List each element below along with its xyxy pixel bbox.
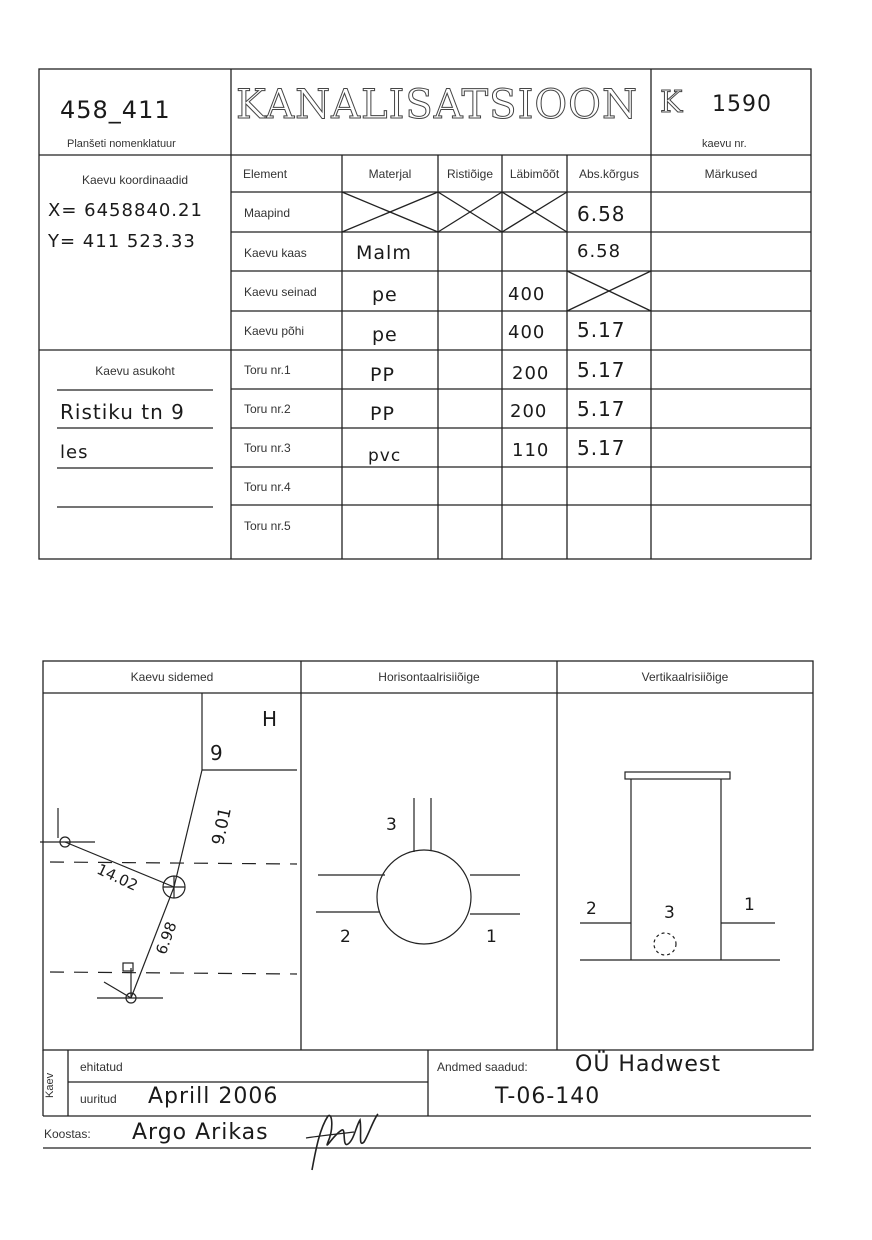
row-diameter-value: 200 [510,401,548,422]
sketch-house-number: 9 [210,741,223,765]
footer-compiled-label: Koostas: [44,1127,91,1141]
horizontal-section-drawing [316,798,520,944]
well-number: 1590 [712,92,772,117]
row-element-label: Toru nr.4 [244,480,291,494]
coordinates-label: Kaevu koordinaadid [81,173,189,187]
col-header-diameter: Läbimõõt [509,167,560,181]
row-element-label: Toru nr.2 [244,402,291,416]
row-abs-value: 5.17 [577,436,626,460]
col-header-material: Materjal [368,167,412,181]
row-abs-value: 5.17 [577,397,626,421]
col-header-notes: Märkused [704,167,758,181]
col-header-abs-height: Abs.kõrgus [578,167,640,181]
footer-created-label: ehitatud [80,1060,123,1074]
nomenclature-value: 458_411 [60,96,171,124]
row-element-label: Toru nr.3 [244,441,291,455]
footer-surveyed-value: Aprill 2006 [148,1084,279,1109]
horizontal-pipe-3: 3 [386,815,397,835]
row-abs-value: 6.58 [577,202,626,226]
row-material-value: PP [370,403,395,425]
location-line-1: Ristiku tn 9 [60,400,185,424]
vertical-pipe-1: 1 [744,895,755,915]
vertical-pipe-3: 3 [664,903,675,923]
panel-title-vertical: Vertikaalrisiiõige [641,670,729,684]
row-diameter-value: 400 [508,322,546,343]
row-diameter-value: 110 [512,440,550,461]
row-element-label: Kaevu kaas [244,246,307,260]
sketch-distance-3: 6.98 [152,919,181,957]
footer-side-label: Kaev [44,1072,56,1098]
well-prefix: K [660,85,683,120]
sketch-distance-2: 14.02 [94,860,141,895]
row-material-value: pe [372,284,398,306]
row-element-label: Kaevu seinad [244,285,317,299]
row-abs-value: 6.58 [577,241,622,262]
lower-form-grid [0,650,872,1170]
signature-graphic [298,1108,388,1176]
panel-title-sketch: Kaevu sidemed [130,670,214,684]
row-diameter-value: 200 [512,363,550,384]
row-diameter-value: 400 [508,284,546,305]
panel-title-horizontal: Horisontaalrisiiõige [378,670,480,684]
row-material-value: pe [372,324,398,346]
row-element-label: Maapind [244,206,291,220]
col-header-element: Element [243,167,288,181]
coordinate-y: Y= 411 523.33 [48,231,196,252]
row-element-label: Kaevu põhi [244,324,305,338]
row-abs-value: 5.17 [577,318,626,342]
vertical-pipe-2: 2 [586,899,597,919]
row-element-label: Toru nr.5 [244,519,291,533]
col-header-cross-section: Ristiõige [446,167,494,181]
coordinate-x: X= 6458840.21 [48,200,203,221]
location-label: Kaevu asukoht [95,364,175,378]
footer-compiled-value: Argo Arikas [132,1120,269,1145]
horizontal-pipe-2: 2 [340,927,351,947]
row-material-value: Malm [356,242,412,264]
well-number-label: kaevu nr. [702,138,747,150]
footer-data-label: Andmed saadud: [437,1060,528,1074]
page-title: KANALISATSIOON [236,82,638,128]
row-material-value: PP [370,364,395,386]
row-abs-value: 5.17 [577,358,626,382]
footer-data-code: T-06-140 [495,1084,601,1109]
location-line-2: les [60,442,89,463]
footer-surveyed-label: uuritud [80,1092,117,1106]
row-material-value: pvc [368,446,402,466]
row-element-label: Toru nr.1 [244,363,291,377]
nomenclature-label: Planšeti nomenklatuur [67,138,176,150]
horizontal-pipe-1: 1 [486,927,497,947]
sketch-distance-1: 9.01 [208,805,236,847]
footer-data-company: OÜ Hadwest [575,1052,722,1077]
sketch-building-label: H [262,707,278,731]
vertical-section-drawing [580,772,780,960]
